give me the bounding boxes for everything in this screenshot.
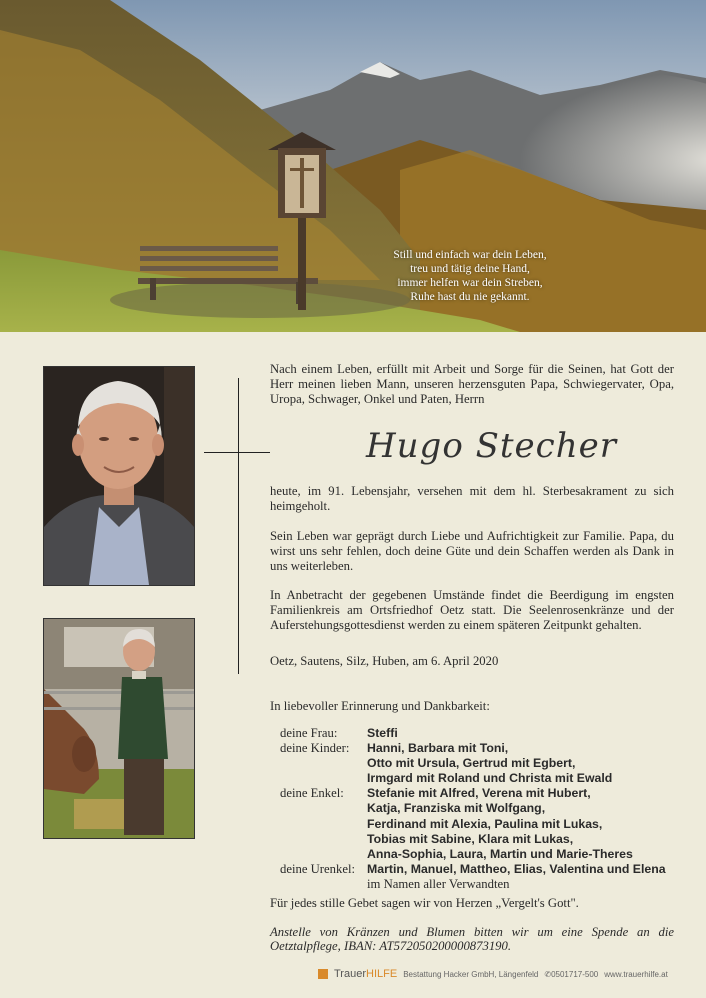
funeral-paragraph: In Anbetracht der gegebenen Umstände findet die Beerdigung im engsten Familienkreis am Ortsfriedhof Oetz statt. Die Seelenrosenkränze und der Auferstehungsgottesdienst werden zu einem späteren Zeitpunkt gehalten. [270,588,674,632]
footer-phone: ✆0501717-500 [544,969,599,979]
thanks-paragraph: Für jedes stille Gebet sagen wir von Herzen „Vergelt's Gott". [270,896,579,910]
logo-part1: Trauer [334,968,366,980]
footer [318,968,668,980]
family-list [280,726,666,892]
family-role-label: deine Urenkel: [280,861,356,876]
farm-photo [43,618,195,839]
family-names-line: Katja, Franziska mit Wolfgang, [367,801,546,816]
footer-web-link[interactable]: www.trauerhilfe.at [604,969,668,979]
family-names [367,862,666,892]
family-role-label: deine Frau: [280,726,338,740]
family-names [367,786,633,861]
banner-landscape-image [0,0,706,332]
death-notice-paragraph: heute, im 91. Lebensjahr, versehen mit dem hl. Sterbesakrament zu sich heimgeholt. [270,484,674,513]
family-names-line: Irmgard mit Roland und Christa mit Ewald [367,771,613,786]
poem-line: Ruhe hast du nie gekannt. [410,291,530,303]
family-row-grandchildren [280,786,666,861]
family-row-wife [280,726,666,741]
family-names-line: Martin, Manuel, Mattheo, Elias, Valentina und Elena [367,861,666,876]
logo-part2: HILFE [366,968,398,980]
poem-line: immer helfen war dein Streben, [397,277,543,289]
poem-line: treu und tätig deine Hand, [410,263,530,275]
portrait-photo [43,366,195,586]
family-row-great-grandchildren [280,862,666,892]
poem [360,248,580,304]
poem-line: Still und einfach war dein Leben, [393,249,547,261]
family-names-line: Hanni, Barbara mit Toni, [367,741,509,756]
family-names-line: Anna-Sophia, Laura, Martin und Marie-Theres [367,846,633,861]
footer-company: Bestattung Hacker GmbH, Längenfeld [403,969,539,979]
family-names: Steffi [367,726,398,740]
life-paragraph: Sein Leben war geprägt durch Liebe und Aufrichtigkeit zur Familie. Papa, du wirst uns sehr fehlen, doch deine Güte und dein Schaffen werden als Dank in uns weiterleben. [270,529,674,573]
intro-paragraph: Nach einem Leben, erfüllt mit Arbeit und Sorge für die Seinen, hat Gott der Herr meinen lieben Mann, unseren herzensguten Papa, Schwiegervater, Opa, Uropa, Schwager, Onkel und Paten, Herrn [270,362,674,406]
cross-vertical-line [238,378,239,674]
family-names-line: Stefanie mit Alfred, Verena mit Hubert, [367,786,591,801]
family-role-label: deine Enkel: [280,786,344,801]
cross-horizontal-line [204,452,270,453]
place-date: Oetz, Sautens, Silz, Huben, am 6. April 2020 [270,654,499,668]
family-names-line: Tobias mit Sabine, Klara mit Lukas, [367,831,574,846]
family-role-label: deine Kinder: [280,741,350,756]
footer-logo [334,968,397,980]
deceased-name: Hugo Stecher [366,426,617,466]
donation-paragraph: Anstelle von Kränzen und Blumen bitten wir um eine Spende an die Oetztalpflege, IBAN: AT572050200000873190. [270,925,674,953]
relatives-line: im Namen aller Verwandten [367,876,510,891]
family-row-children [280,741,666,786]
family-names-line: Otto mit Ursula, Gertrud mit Egbert, [367,756,576,771]
family-names-line: Ferdinand mit Alexia, Paulina mit Lukas, [367,816,603,831]
trauerhilfe-logo-icon [318,969,328,979]
remembrance-heading: In liebevoller Erinnerung und Dankbarkeit: [270,699,490,713]
family-names [367,741,612,786]
